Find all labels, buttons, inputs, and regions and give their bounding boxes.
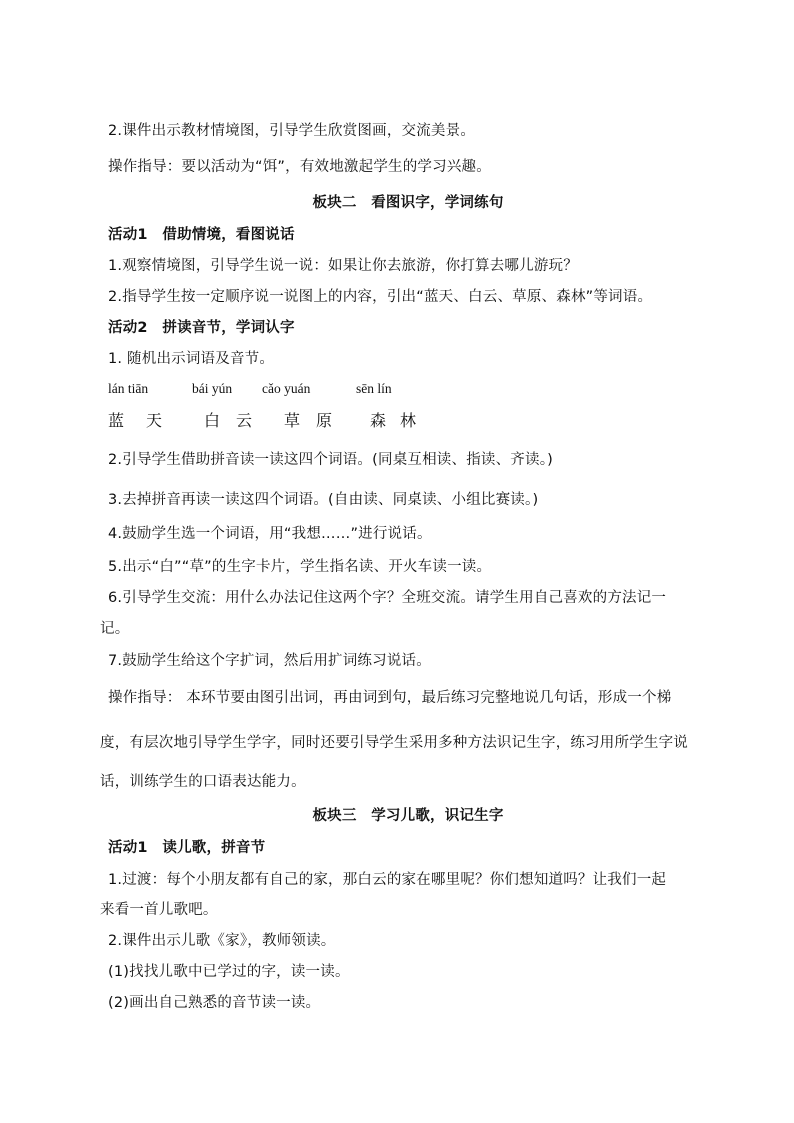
step-transition-a: 1.过渡：每个小朋友都有自己的家，那白云的家在哪里呢？你们想知道吗？让我们一起	[108, 872, 667, 888]
step-transition-b: 来看一首儿歌吧。	[100, 902, 218, 918]
section-heading-2: 板块二 看图识字，学词练句	[312, 195, 504, 211]
activity-heading-2: 活动2 拼读音节，学词认字	[108, 320, 295, 336]
hanzi-tian: 天	[146, 411, 163, 430]
hanzi-yun: 云	[236, 411, 253, 430]
section-heading-3: 板块三 学习儿歌，识记生字	[312, 808, 504, 824]
step-observe: 1.观察情境图，引导学生说一说：如果让你去旅游，你打算去哪儿游玩？	[108, 258, 578, 274]
step-show-words: 1. 随机出示词语及音节。	[108, 351, 275, 367]
hanzi-cao: 草	[284, 411, 301, 430]
step-describe: 2.指导学生按一定顺序说一说图上的内容，引出“蓝天、白云、草原、森林”等词语。	[108, 289, 653, 305]
pinyin-cao-yuan: cǎo yuán	[262, 381, 311, 396]
pinyin-sen-lin: sēn lín	[356, 381, 392, 396]
hanzi-lin: 林	[400, 411, 417, 430]
pinyin-lan-tian: lán tiān	[108, 381, 149, 396]
step-character-cards: 5.出示“白”“草”的生字卡片，学生指名读、开火车读一读。	[108, 559, 492, 575]
activity-heading-3: 活动1 读儿歌，拼音节	[108, 840, 266, 856]
step-read-with-pinyin: 2.引导学生借助拼音读一读这四个词语。(同桌互相读、指读、齐读。)	[108, 452, 553, 468]
step-find-characters: (1)找找儿歌中已学过的字，读一读。	[108, 964, 350, 980]
operation-guide-1: 操作指导：要以活动为“饵”，有效地激起学生的学习兴趣。	[108, 159, 491, 175]
pinyin-bai-yun: bái yún	[192, 381, 233, 396]
hanzi-yuan: 原	[316, 411, 333, 430]
step-mark-syllables: (2)画出自己熟悉的音节读一读。	[108, 995, 321, 1011]
step-memorize-a: 6.引导学生交流：用什么办法记住这两个字？全班交流。请学生用自己喜欢的方法记一	[108, 590, 667, 606]
hanzi-lan: 蓝	[108, 411, 125, 430]
operation-guide-2c: 话，训练学生的口语表达能力。	[100, 774, 306, 790]
step-read-without-pinyin: 3.去掉拼音再读一读这四个词语。(自由读、同桌读、小组比赛读。)	[108, 492, 539, 508]
operation-guide-2b: 度，有层次地引导学生学字，同时还要引导学生采用多种方法识记生字，练习用所学生字说	[100, 735, 688, 751]
step-expand-words: 7.鼓励学生给这个字扩词，然后用扩词练习说话。	[108, 653, 431, 669]
hanzi-bai: 白	[204, 411, 221, 430]
operation-guide-2a: 操作指导： 本环节要由图引出词，再由词到句，最后练习完整地说几句话，形成一个梯	[108, 690, 672, 706]
step-courseware-scene: 2.课件出示教材情境图，引导学生欣赏图画，交流美景。	[108, 123, 476, 139]
step-show-poem: 2.课件出示儿歌《家》，教师领读。	[108, 933, 336, 949]
step-memorize-b: 记。	[100, 621, 130, 637]
step-i-want: 4.鼓励学生选一个词语，用“我想……”进行说话。	[108, 526, 432, 542]
activity-heading-1: 活动1 借助情境，看图说话	[108, 227, 295, 243]
hanzi-sen: 森	[370, 411, 387, 430]
